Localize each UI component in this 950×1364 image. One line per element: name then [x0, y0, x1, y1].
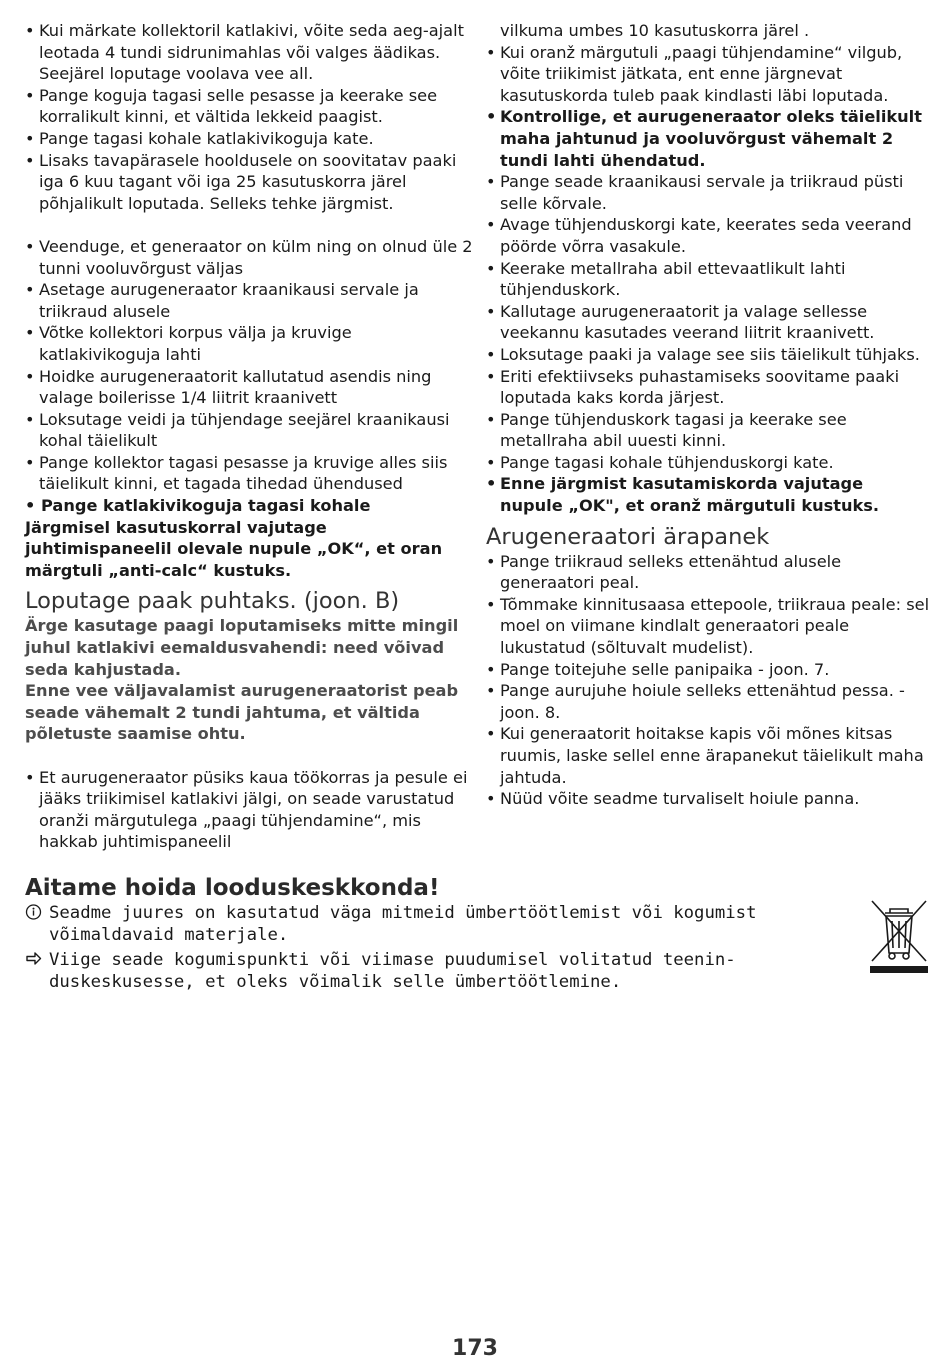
page-number: 173 [452, 1336, 498, 1361]
recycling-info [25, 903, 785, 946]
list-item: • Tõmmake kinnitusaasa ettepoole, triikraua peale: sel moel on viimane kindlalt generaatori peale lukustatud (sõltuvalt mudelist). [486, 594, 931, 659]
bold-paragraph: Järgmisel kasutuskorral vajutage juhtimispaneelil olevale nupule „OK“, et oran märgtuli „anti-calc“ kustuks. [25, 517, 443, 580]
list-item: • Pange koguja tagasi selle pesasse ja keerake see korralikult kinni, et vältida lekkeid paagist. [25, 85, 473, 128]
environment-heading: Aitame hoida looduskeskkonda! [25, 875, 440, 901]
list-item: • Pange tühjenduskork tagasi ja keerake see metallraha abil uuesti kinni. [486, 409, 931, 452]
list-item: • Et aurugeneraator püsiks kaua töökorras ja pesule ei jääks triikimisel katlakivi jälgi, on seade varustatud oranži märgutulega „paagi tühjendamine“, mis hakkab juhtimispaneelil [25, 767, 473, 853]
collection-instruction-text: Viige seade kogumispunkti või viimase puudumisel volitatud teenin-duskeskusesse, et oleks võimalik selle ümbertöötlemine. [49, 950, 736, 992]
bold-bullet-text: Pange katlakivikoguja tagasi kohale [40, 496, 371, 516]
right-column [486, 20, 931, 810]
collection-instruction [25, 950, 785, 993]
rinse-steps-list [486, 42, 931, 517]
list-item: • Avage tühjenduskorgi kate, keerates seda veerand pöörde võrra vasakule. [486, 214, 931, 257]
list-item: • Kallutage aurugeneraatorit ja valage sellesse veekannu kasutades veerand liitrit kraanivett. [486, 301, 931, 344]
environment-section [25, 874, 785, 997]
list-item: • Pange aurujuhe hoiule selleks ettenähtud pessa. - joon. 8. [486, 680, 931, 723]
spacer [25, 745, 473, 767]
list-item: • Pange kollektor tagasi pesasse ja kruvige alles siis täielikult kinni, et tagada tihedad ühendused [25, 452, 473, 495]
warning-text: Ärge kasutage paagi loputamiseks mitte mingil juhul katlakivi eemaldusvahendi: need võivad seda kahjustada. [25, 616, 459, 679]
cleaning-list [25, 20, 473, 214]
section-heading-storage: Arugeneraatori ärapanek [486, 523, 770, 550]
spacer [25, 214, 473, 236]
list-item: • Pange tagasi kohale tühjenduskorgi kate. [486, 452, 931, 474]
list-item: • Hoidke aurugeneraatorit kallutatud asendis ning valage boilerisse 1/4 liitrit kraanivett [25, 366, 473, 409]
list-item: • Võtke kollektori korpus välja ja kruvige katlakivikoguja lahti [25, 322, 473, 365]
section-heading-rinse: Loputage paak puhtaks. (joon. B) [25, 588, 400, 615]
list-item: • Pange triikraud selleks ettenähtud alusele generaatori peal. [486, 551, 931, 594]
list-item: • Kui generaatorit hoitakse kapis või mõnes kitsas ruumis, laske sellel enne ärapanekut täielikult maha jahtuda. [486, 723, 931, 788]
crossed-bin-icon [868, 897, 930, 975]
list-item: • Eriti efektiivseks puhastamiseks soovitame paaki loputada kaks korda järjest. [486, 366, 931, 409]
list-item: • Pange toitejuhe selle panipaika - joon. 7. [486, 659, 931, 681]
list-item-bold: • Enne järgmist kasutamiskorda vajutage nupule „OK", et oranž märgutuli kustuks. [486, 473, 931, 516]
arrow-right-icon [25, 950, 42, 973]
list-item: • Loksutage veidi ja tühjendage seejärel kraanikausi kohal täielikult [25, 409, 473, 452]
recycling-info-text: Seadme juures on kasutatud väga mitmeid ümbertöötlemist või kogumist võimaldavaid materjale. [49, 903, 757, 945]
info-circle-icon [25, 903, 42, 926]
left-column [25, 20, 473, 853]
list-item: • Veenduge, et generaator on külm ning on olnud üle 2 tunni vooluvõrgust väljas [25, 236, 473, 279]
list-item: • Lisaks tavapärasele hooldusele on soovitatav paaki iga 6 kuu tagant või iga 25 kasutuskorra järel põhjalikult loputada. Selleks tehke järgmist. [25, 150, 473, 215]
warning-text: Enne vee väljavalamist aurugeneraatorist peab seade vähemalt 2 tundi jahtuma, et vältida põletuste saamise ohtu. [25, 681, 459, 744]
list-item-bold: • Kontrollige, et aurugeneraator oleks täielikult maha jahtunud ja vooluvõrgust vähemalt 2 tundi lahti ühendatud. [486, 106, 931, 171]
indicator-list [25, 767, 473, 853]
storage-list [486, 551, 931, 810]
list-item: • Kui märkate kollektoril katlakivi, võite seda aeg-ajalt leotada 4 tundi sidrunimahlas või valges äädikas. Seejärel loputage voolava vee all. [25, 20, 473, 85]
list-item: • Pange tagasi kohale katlakivikoguja kate. [25, 128, 473, 150]
list-item: • Nüüd võite seadme turvaliselt hoiule panna. [486, 788, 931, 810]
list-item: • Kui oranž märgutuli „paagi tühjendamine“ vilgub, võite triikimist jätkata, ent enne järgnevat kasutuskorda tuleb paak kindlasti läbi loputada. [486, 42, 931, 107]
list-item: • Asetage aurugeneraator kraanikausi servale ja triikraud alusele [25, 279, 473, 322]
continued-text: vilkuma umbes 10 kasutuskorra järel . [500, 21, 810, 40]
list-item: • Keerake metallraha abil ettevaatlikult lahti tühjenduskork. [486, 258, 931, 301]
bold-bullet: • Pange katlakivikoguja tagasi kohale [25, 496, 371, 516]
list-item: • Pange seade kraanikausi servale ja triikraud püsti selle kõrvale. [486, 171, 931, 214]
list-item: • Loksutage paaki ja valage see siis täielikult tühjaks. [486, 344, 931, 366]
descaling-steps-list [25, 236, 473, 495]
